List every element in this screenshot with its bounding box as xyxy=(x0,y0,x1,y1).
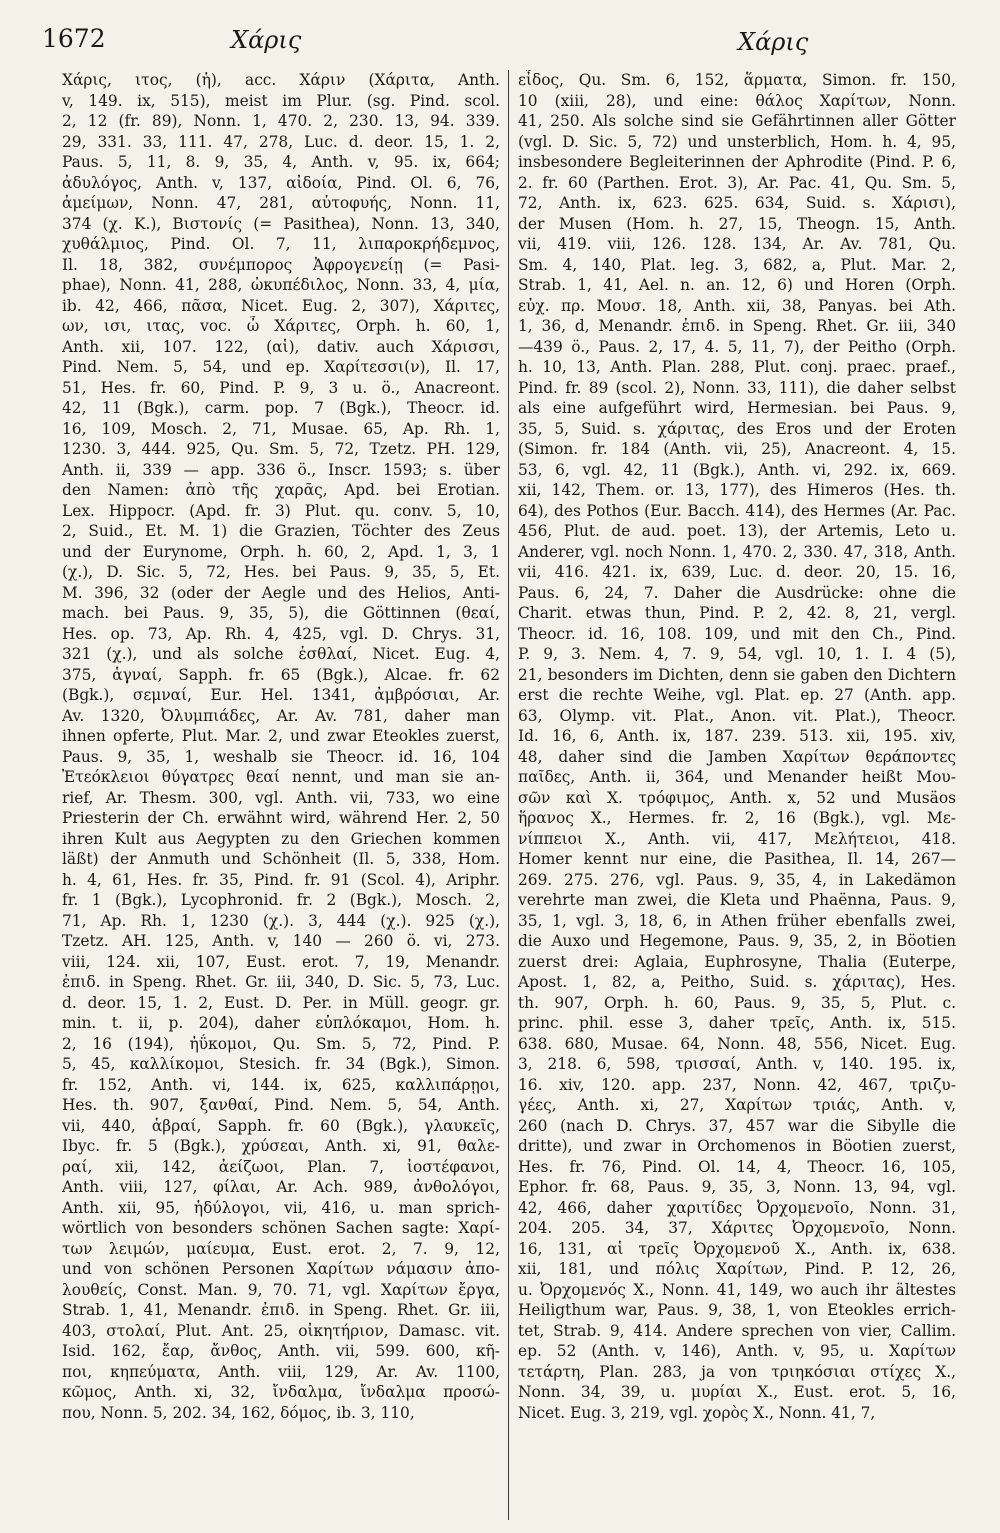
text-line: Nicet. Eug. 3, 219, vgl. χορὸς Χ., Nonn. 41, 7, xyxy=(518,1403,876,1422)
text-line: 269. 275. 276, vgl. Paus. 9, 35, 4, in Lakedämon xyxy=(518,870,956,889)
text-line: mach. bei Paus. 9, 35, 5), die Göttinnen (θεαί, xyxy=(62,604,500,622)
text-line: insbesondere Begleiterinnen der Aphrodite (Pind. P. 6, xyxy=(518,153,956,171)
text-line: 41, 250. Als solche sind sie Gefährtinnen aller Götter xyxy=(518,112,956,130)
text-line: 260 (nach D. Chrys. 37, 457 war die Sibylle die xyxy=(518,1116,956,1135)
left-column xyxy=(62,70,500,1423)
text-line: Χάρις, ιτος, (ἡ), acc. Χάριν (Χάριτα, Anth. xyxy=(62,71,500,89)
text-line: τετάρτη, Plan. 283, ja von τριηκόσιαι στίχες Χ., xyxy=(518,1362,956,1381)
page-number: 1672 xyxy=(42,24,106,53)
page-header xyxy=(36,18,964,68)
text-line: 2, 16 (194), ἠΰκομοι, Qu. Sm. 5, 72, Pind. P. xyxy=(62,1034,500,1053)
text-line: ἀμείμων, Nonn. 47, 281, αὐτοφυής, Nonn. 11, xyxy=(62,194,500,212)
text-line: γέες, Anth. xi, 27, Χαρίτων τριάς, Anth. v, xyxy=(518,1096,956,1114)
text-line: der Musen (Hom. h. 27, 15, Theogn. 15, Anth. xyxy=(518,214,956,233)
text-line: 64), des Pothos (Eur. Bacch. 414), des Hermes (Ar. Pac. xyxy=(518,501,956,520)
text-line: Charit. etwas thun, Pind. P. 2, 42. 8, 21, vergl. xyxy=(518,604,956,622)
text-line: 374 (χ. K.), Βιστονίς (= Pasithea), Nonn. 13, 340, xyxy=(62,214,500,233)
text-line: ων, ισι, ιτας, voc. ὦ Χάριτες, Orph. h. 60, 1, xyxy=(62,317,500,335)
text-line: Strab. 1, 41, Ael. n. an. 12, 6) und Horen (Orph. xyxy=(518,276,956,294)
text-line: 53, 6, vgl. 42, 11 (Bgk.), Anth. vi, 292. ix, 669. xyxy=(518,460,956,479)
text-line: 42, 466, daher χαριτίδες Ὀρχομενοῖο, Nonn. 31, xyxy=(518,1198,956,1217)
text-line: Lex. Hippocr. (Apd. fr. 3) Plut. qu. conv. 5, 10, xyxy=(62,501,500,520)
text-line: ihnen opferte, Plut. Mar. 2, und zwar Eteokles zuerst, xyxy=(62,727,500,745)
right-column xyxy=(518,70,956,1423)
text-line: ποι, κηπεύματα, Anth. viii, 129, Ar. Av. 1100, xyxy=(62,1362,500,1381)
text-line: viii, 124. xii, 107, Eust. erot. 7, 19, Menandr. xyxy=(62,952,500,971)
text-line: ἐπιδ. in Speng. Rhet. Gr. iii, 340, D. Sic. 5, 73, Luc. xyxy=(62,973,500,991)
text-line: Hes. th. 907, ξανθαί, Pind. Nem. 5, 54, Anth. xyxy=(62,1096,500,1114)
text-line: h. 10, 13, Anth. Plan. 288, Plut. conj. praec. praef., xyxy=(518,358,956,376)
text-line: ραί, xii, 142, ἀείζωοι, Plan. 7, ἰοστέφανοι, xyxy=(62,1157,500,1176)
text-line: erst die rechte Weihe, vgl. Plat. ep. 27 (Anth. app. xyxy=(518,686,956,704)
text-line: M. 396, 32 (oder der Aegle und des Helios, Anti- xyxy=(62,583,500,602)
text-line: Anth. viii, 127, φίλαι, Ar. Ach. 989, ἀνθολόγοι, xyxy=(62,1178,500,1196)
text-line: κῶμος, Anth. xi, 32, ἴνδαλμα, ἴνδαλμα προσώ- xyxy=(62,1383,500,1401)
text-line: των λειμών, μαίευμα, Eust. erot. 2, 7. 9, 12, xyxy=(62,1239,500,1258)
text-line: Paus. 9, 35, 1, weshalb sie Theocr. id. 16, 104 xyxy=(62,747,500,766)
text-line: 2, 12 (fr. 89), Nonn. 1, 470. 2, 230. 13, 94. 339. xyxy=(62,112,500,130)
text-line: ihren Kult aus Aegypten zu den Griechen kommen xyxy=(62,829,500,848)
text-line: 42, 11 (Bgk.), carm. pop. 7 (Bgk.), Theocr. id. xyxy=(62,399,500,417)
text-line: εἶδος, Qu. Sm. 6, 152, ἅρματα, Simon. fr. 150, xyxy=(518,71,956,89)
text-line: 35, 5, Suid. s. χάριτας, des Eros und der Eroten xyxy=(518,419,956,438)
text-line: phae), Nonn. 41, 288, ὠκυπέδιλος, Nonn. 33, 4, μία, xyxy=(62,276,500,294)
text-line: Anderer, vgl. noch Nonn. 1, 470. 2, 330. 47, 318, Anth. xyxy=(518,542,956,561)
text-line: und von schönen Personen Χαρίτων νάμασιν ἀπο- xyxy=(62,1260,500,1278)
text-line: 2. fr. 60 (Parthen. Erot. 3), Ar. Pac. 41, Qu. Sm. 5, xyxy=(518,173,956,192)
text-line: und der Eurynome, Orph. h. 60, 2, Apd. 1, 3, 1 xyxy=(62,542,500,561)
text-line: ib. 42, 466, πᾶσα, Nicet. Eug. 2, 307), Χάριτες, xyxy=(62,296,500,315)
text-line: v, 149. ix, 515), meist im Plur. (sg. Pind. scol. xyxy=(62,91,500,110)
text-line: ἥρανος Χ., Hermes. fr. 2, 16 (Bgk.), vgl. Με- xyxy=(518,809,956,827)
text-line: Anth. ii, 339 — app. 336 ö., Inscr. 1593; s. über xyxy=(62,460,500,479)
text-line: Paus. 6, 24, 7. Daher die Ausdrücke: ohne die xyxy=(518,583,956,602)
text-line: 72, Anth. ix, 623. 625. 634, Suid. s. Χάρισι), xyxy=(518,194,956,212)
text-line: σῶν καὶ Χ. τρόφιμος, Anth. x, 52 und Musäos xyxy=(518,788,956,807)
text-line: als eine aufgeführt wird, Hermesian. bei Paus. 9, xyxy=(518,399,956,417)
text-line: 456, Plut. de aud. poet. 13), der Artemis, Leto u. xyxy=(518,522,956,540)
text-line: 16. xiv, 120. app. 237, Nonn. 42, 467, τριζυ- xyxy=(518,1075,956,1094)
text-line: verehrte man zwei, die Kleta und Phaënna, Paus. 9, xyxy=(518,891,956,909)
text-line: ep. 52 (Anth. v, 146), Anth. v, 95, u. Χαρίτων xyxy=(518,1342,956,1360)
text-line: Ἐτεόκλειοι θύγατρες θεαί nennt, und man sie an- xyxy=(62,768,500,786)
text-line: 321 (χ.), und als solche ἐσθλαί, Nicet. Eug. 4, xyxy=(62,645,500,663)
text-line: xii, 181, und πόλις Χαρίτων, Pind. P. 12, 26, xyxy=(518,1260,956,1278)
text-line: λουθείς, Const. Man. 9, 70. 71, vgl. Χαρίτων ἔργα, xyxy=(62,1280,500,1299)
text-line: Il. 18, 382, συνέμπορος Ἀφρογενείῃ (= Pasi- xyxy=(62,255,500,274)
text-line: 638. 680, Musae. 64, Nonn. 48, 556, Nicet. Eug. xyxy=(518,1034,956,1053)
text-line: (Bgk.), σεμναί, Eur. Hel. 1341, ἀμβρόσιαι, Ar. xyxy=(62,686,500,704)
text-line: fr. 1 (Bgk.), Lycophronid. fr. 2 (Bgk.), Mosch. 2, xyxy=(62,891,500,909)
text-line: Av. 1320, Ὀλυμπιάδες, Ar. Av. 781, daher man xyxy=(62,706,500,725)
text-line: die Auxo und Hegemone, Paus. 9, 35, 2, in Böotien xyxy=(518,932,956,950)
text-line: εὐχ. πρ. Μουσ. 18, Anth. xii, 38, Panyas. bei Ath. xyxy=(518,296,956,315)
text-line: 48, daher sind die Jamben Χαρίτων θεράποντες xyxy=(518,747,956,766)
text-line: Pind. fr. 89 (scol. 2), Nonn. 33, 111), die daher selbst xyxy=(518,378,956,397)
text-line: min. t. ii, p. 204), daher εὐπλόκαμοι, Hom. h. xyxy=(62,1014,500,1032)
text-line: ἀδυλόγος, Anth. v, 137, αἰδοία, Pind. Ol. 6, 76, xyxy=(62,173,500,192)
text-line: Heiligthum war, Paus. 9, 38, 1, von Eteokles errich- xyxy=(518,1301,956,1319)
text-line: 204. 205. 34, 37, Χάριτες Ὀρχομενοῖο, Nonn. xyxy=(518,1219,956,1237)
text-line: 16, 109, Mosch. 2, 71, Musae. 65, Ap. Rh. 1, xyxy=(62,419,500,438)
text-line: 2, Suid., Et. M. 1) die Grazien, Töchter des Zeus xyxy=(62,522,500,540)
text-line: d. deor. 15, 1. 2, Eust. D. Per. in Müll. geogr. gr. xyxy=(62,993,500,1012)
text-line: Anth. xii, 107. 122, (αἱ), dativ. auch Χάρισσι, xyxy=(62,337,500,356)
text-line: Hes. op. 73, Ap. Rh. 4, 425, vgl. D. Chrys. 31, xyxy=(62,624,500,643)
text-line: (χ.), D. Sic. 5, 72, Hes. bei Paus. 9, 35, 5, Et. xyxy=(62,563,500,581)
text-line: vii, 416. 421. ix, 639, Luc. d. deor. 20, 15. 16, xyxy=(518,563,956,581)
text-line: princ. phil. esse 3, daher τρεῖς, Anth. ix, 515. xyxy=(518,1014,956,1032)
text-line: h. 4, 61, Hes. fr. 35, Pind. fr. 91 (Scol. 4), Ariphr. xyxy=(62,870,500,889)
text-line: (Simon. fr. 184 (Anth. vii, 25), Anacreont. 4, 15. xyxy=(518,440,956,458)
right-running-headword: Χάρις xyxy=(738,28,809,56)
text-line: den Namen: ἀπὸ τῆς χαρᾶς, Apd. bei Erotian. xyxy=(62,481,500,499)
text-line: 375, ἁγναί, Sapph. fr. 65 (Bgk.), Alcae. fr. 62 xyxy=(62,665,500,684)
text-line: Isid. 162, ἔαρ, ἄνθος, Anth. vii, 599. 600, κῆ- xyxy=(62,1342,500,1360)
text-line: 1, 36, d, Menandr. ἐπιδ. in Speng. Rhet. Gr. iii, 340 xyxy=(518,317,956,335)
text-line: 35, 1, vgl. 3, 18, 6, in Athen früher ebenfalls zwei, xyxy=(518,911,956,930)
text-line: Ibyc. fr. 5 (Bgk.), χρύσεαι, Anth. xi, 91, θαλε- xyxy=(62,1137,500,1155)
text-line: 3, 218. 6, 598, τρισσαί, Anth. v, 140. 195. ix, xyxy=(518,1055,956,1073)
text-line: 403, στολαί, Plut. Ant. 25, οἰκητήριον, Damasc. vit. xyxy=(62,1321,500,1340)
text-line: 63, Olymp. vit. Plat., Anon. vit. Plat.), Theocr. xyxy=(518,706,956,725)
text-line: 51, Hes. fr. 60, Pind. P. 9, 3 u. ö., Anacreont. xyxy=(62,378,500,397)
text-line: χυθάλμιος, Pind. Ol. 7, 11, λιπαροκρήδεμνος, xyxy=(62,235,500,253)
text-line: fr. 152, Anth. vi, 144. ix, 625, καλλιπάρῃοι, xyxy=(62,1075,500,1094)
text-line: dritte), und zwar in Orchomenos in Böotien zuerst, xyxy=(518,1137,956,1155)
text-line: Pind. Nem. 5, 54, und ep. Χαρίτεσσι(ν), Il. 17, xyxy=(62,358,500,376)
text-line: Homer kennt nur eine, die Pasithea, Il. 14, 267— xyxy=(518,850,956,868)
text-line: vii, 419. viii, 126. 128. 134, Ar. Av. 781, Qu. xyxy=(518,235,956,253)
text-line: 29, 331. 33, 111. 47, 278, Luc. d. deor. 15, 1. 2, xyxy=(62,132,500,151)
text-line: Nonn. 34, 39, u. μυρίαι Χ., Eust. erot. 5, 16, xyxy=(518,1383,956,1401)
text-line: (vgl. D. Sic. 5, 72) und unsterblich, Hom. h. 4, 95, xyxy=(518,132,956,151)
text-line: vii, 440, ἁβραί, Sapph. fr. 60 (Bgk.), γλαυκεῖς, xyxy=(62,1116,500,1135)
left-running-headword: Χάρις xyxy=(231,26,302,54)
text-line: th. 907, Orph. h. 60, Paus. 9, 35, 5, Plut. c. xyxy=(518,993,956,1012)
text-line: Ephor. fr. 68, Paus. 9, 35, 3, Nonn. 13, 94, vgl. xyxy=(518,1178,956,1196)
text-line: παῖδες, Anth. ii, 364, und Menander heißt Μου- xyxy=(518,768,956,786)
text-line: Strab. 1, 41, Menandr. ἐπιδ. in Speng. Rhet. Gr. iii, xyxy=(62,1301,500,1319)
text-line: Apost. 1, 82, a, Peitho, Suid. s. χάριτας), Hes. xyxy=(518,973,956,991)
text-line: tet, Strab. 9, 414. Andere sprechen von vier, Callim. xyxy=(518,1321,956,1340)
text-line: P. 9, 3. Nem. 4, 7. 9, 54, vgl. 10, 1. I. 4 (5), xyxy=(518,645,956,663)
text-line: —439 ö., Paus. 2, 17, 4. 5, 11, 7), der Peitho (Orph. xyxy=(518,337,956,356)
text-line: Paus. 5, 11, 8. 9, 35, 4, Anth. v, 95. ix, 664; xyxy=(62,153,500,171)
text-line: 5, 45, καλλίκομοι, Stesich. fr. 34 (Bgk.), Simon. xyxy=(62,1055,500,1073)
text-line: 21, besonders im Dichten, denn sie gaben den Dichtern xyxy=(518,665,956,684)
text-line: rief, Ar. Thesm. 300, vgl. Anth. vii, 733, wo eine xyxy=(62,788,500,807)
column-divider xyxy=(508,70,509,1520)
text-line: 16, 131, αἱ τρεῖς Ὀρχομενοῦ Χ., Anth. ix, 638. xyxy=(518,1239,956,1258)
text-line: Id. 16, 6, Anth. ix, 187. 239. 513. xii, 195. xiv, xyxy=(518,727,956,745)
text-line: u. Ὀρχομενός Χ., Nonn. 41, 149, wo auch ihr ältestes xyxy=(518,1280,956,1299)
text-line: wörtlich von besonders schönen Sachen sagte: Χαρί- xyxy=(62,1219,500,1237)
text-columns xyxy=(62,70,972,1520)
text-line: xii, 142, Them. or. 13, 177), des Himeros (Hes. th. xyxy=(518,481,956,499)
text-line: 1230. 3, 444. 925, Qu. Sm. 5, 72, Tzetz. PH. 129, xyxy=(62,440,500,458)
text-line: Tzetz. AH. 125, Anth. v, 140 — 260 ö. vi, 273. xyxy=(62,932,500,950)
text-line: που, Nonn. 5, 202. 34, 162, δόμος, ib. 3, 110, xyxy=(62,1403,415,1422)
text-line: Hes. fr. 76, Pind. Ol. 14, 4, Theocr. 16, 105, xyxy=(518,1157,956,1176)
text-line: 10 (xiii, 28), und eine: θάλος Χαρίτων, Nonn. xyxy=(518,91,956,110)
text-line: Anth. xii, 95, ἡδύλογοι, vii, 416, u. man sprich- xyxy=(62,1198,500,1217)
text-line: νίππειοι Χ., Anth. vii, 417, Μελήτειοι, 418. xyxy=(518,829,956,848)
text-line: zuerst drei: Aglaia, Euphrosyne, Thalia (Euterpe, xyxy=(518,952,956,971)
text-line: Priesterin der Ch. erwähnt wird, während Her. 2, 50 xyxy=(62,809,500,827)
text-line: 71, Ap. Rh. 1, 1230 (χ.). 3, 444 (χ.). 925 (χ.), xyxy=(62,911,500,930)
text-line: Sm. 4, 140, Plat. leg. 3, 682, a, Plut. Mar. 2, xyxy=(518,255,956,274)
text-line: Theocr. id. 16, 108. 109, und mit den Ch., Pind. xyxy=(518,624,956,643)
text-line: läßt) der Anmuth und Schönheit (Il. 5, 338, Hom. xyxy=(62,850,500,868)
